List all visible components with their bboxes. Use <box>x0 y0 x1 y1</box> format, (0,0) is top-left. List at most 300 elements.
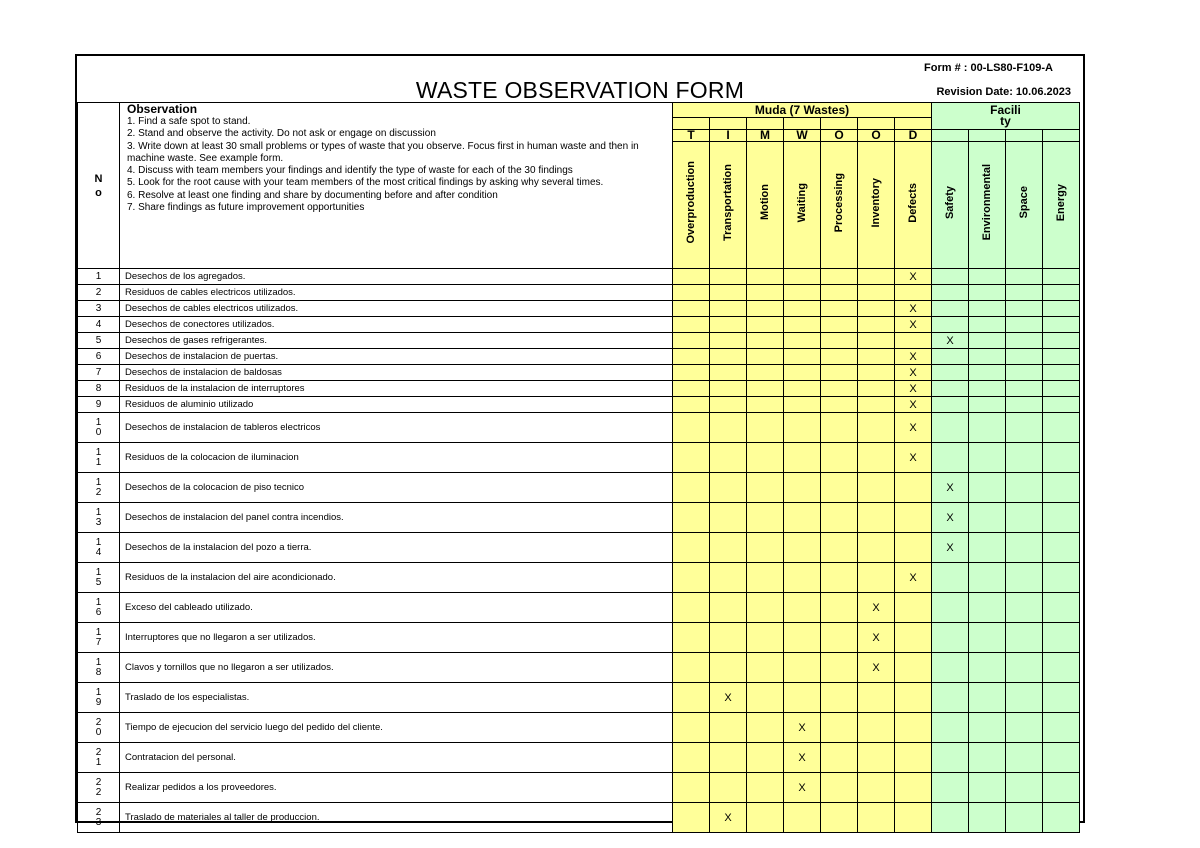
table-row <box>78 623 1080 653</box>
table-row <box>78 683 1080 713</box>
waste-cell <box>969 743 1006 773</box>
waste-cell <box>858 317 895 333</box>
row-number <box>78 773 120 803</box>
waste-cell <box>1006 773 1043 803</box>
row-number-digit: 7 <box>95 636 102 648</box>
table-row <box>78 285 1080 301</box>
observation-step: 6. Resolve at least one finding and share by documenting before and after condition <box>127 189 498 201</box>
waste-cell <box>747 333 784 349</box>
row-description: Desechos de instalacion de tableros electricos <box>120 413 673 443</box>
waste-cell <box>747 653 784 683</box>
muda-spacer <box>747 118 784 130</box>
waste-cell <box>673 333 710 349</box>
waste-cell <box>784 683 821 713</box>
waste-cell <box>784 503 821 533</box>
waste-cell <box>858 773 895 803</box>
row-number <box>78 713 120 743</box>
waste-cell <box>932 713 969 743</box>
waste-cell <box>969 365 1006 381</box>
row-number-digit: 0 <box>95 426 102 438</box>
waste-cell <box>969 413 1006 443</box>
form-title: WASTE OBSERVATION FORM <box>415 77 745 103</box>
waste-cell <box>821 623 858 653</box>
row-number <box>78 473 120 503</box>
waste-cell <box>747 803 784 833</box>
waste-cell <box>932 413 969 443</box>
muda-letter: M <box>747 130 784 142</box>
waste-cell <box>673 285 710 301</box>
waste-cell <box>1006 397 1043 413</box>
waste-cell <box>673 683 710 713</box>
waste-cell <box>673 269 710 285</box>
waste-cell <box>1006 349 1043 365</box>
waste-cell <box>1006 317 1043 333</box>
facility-title-line1: Facili <box>990 103 1021 117</box>
column-header-motion: Motion <box>747 142 784 269</box>
row-number <box>78 563 120 593</box>
table-row <box>78 563 1080 593</box>
facility-spacer <box>969 130 1006 142</box>
column-header-space: Space <box>1006 142 1043 269</box>
waste-cell <box>673 713 710 743</box>
waste-cell <box>1006 473 1043 503</box>
waste-cell <box>784 413 821 443</box>
waste-cell <box>673 773 710 803</box>
table-row <box>78 365 1080 381</box>
table-row <box>78 713 1080 743</box>
waste-cell <box>784 593 821 623</box>
column-header-defects: Defects <box>895 142 932 269</box>
waste-cell <box>932 317 969 333</box>
waste-cell <box>969 349 1006 365</box>
row-description: Traslado de los especialistas. <box>120 683 673 713</box>
muda-letter: T <box>673 130 710 142</box>
table-row <box>78 381 1080 397</box>
waste-cell <box>1043 285 1080 301</box>
waste-cell <box>747 743 784 773</box>
waste-cell <box>895 333 932 349</box>
waste-cell <box>747 381 784 397</box>
waste-cell <box>932 773 969 803</box>
waste-cell: X <box>932 533 969 563</box>
column-header-overproduction: Overproduction <box>673 142 710 269</box>
table-row <box>78 533 1080 563</box>
waste-cell <box>710 381 747 397</box>
waste-cell <box>858 365 895 381</box>
table-row <box>78 333 1080 349</box>
waste-cell <box>821 413 858 443</box>
observation-step: 5. Look for the root cause with your team members of the most critical findings by asking why several times. <box>127 177 604 189</box>
waste-cell <box>932 563 969 593</box>
row-number-digit: 4 <box>95 318 102 330</box>
waste-cell <box>747 285 784 301</box>
waste-cell <box>1043 593 1080 623</box>
row-description: Clavos y tornillos que no llegaron a ser utilizados. <box>120 653 673 683</box>
waste-cell <box>784 397 821 413</box>
row-number-digit: 1 <box>95 626 102 638</box>
column-header-processing: Processing <box>821 142 858 269</box>
waste-cell: X <box>895 365 932 381</box>
table-row <box>78 413 1080 443</box>
row-number-digit: 6 <box>95 350 102 362</box>
row-number <box>78 683 120 713</box>
waste-cell <box>858 381 895 397</box>
waste-cell <box>969 713 1006 743</box>
waste-cell: X <box>858 653 895 683</box>
waste-cell <box>710 593 747 623</box>
row-number <box>78 413 120 443</box>
waste-cell <box>858 533 895 563</box>
row-number-digit: 5 <box>95 576 102 588</box>
row-number-digit: 1 <box>95 656 102 668</box>
waste-cell <box>1043 381 1080 397</box>
waste-cell <box>1006 503 1043 533</box>
waste-cell <box>895 653 932 683</box>
row-number <box>78 333 120 349</box>
row-number <box>78 803 120 833</box>
muda-letter: O <box>821 130 858 142</box>
waste-cell <box>747 269 784 285</box>
waste-cell <box>1006 563 1043 593</box>
waste-cell <box>673 413 710 443</box>
row-number-digit: 3 <box>95 302 102 314</box>
waste-cell <box>895 713 932 743</box>
waste-cell <box>1043 443 1080 473</box>
row-number <box>78 443 120 473</box>
waste-cell: X <box>932 473 969 503</box>
waste-cell <box>747 349 784 365</box>
table-row <box>78 473 1080 503</box>
waste-cell <box>969 773 1006 803</box>
row-number <box>78 503 120 533</box>
row-number-digit: 1 <box>95 456 102 468</box>
column-header-energy: Energy <box>1043 142 1080 269</box>
waste-cell <box>710 413 747 443</box>
row-description: Residuos de la instalacion de interruptores <box>120 381 673 397</box>
waste-cell <box>969 381 1006 397</box>
waste-cell <box>747 317 784 333</box>
waste-cell: X <box>895 349 932 365</box>
observation-step: 4. Discuss with team members your findings and identify the type of waste for each of the 30 findings <box>127 165 573 177</box>
observation-title: Observation <box>127 102 198 116</box>
waste-cell <box>1006 743 1043 773</box>
waste-cell: X <box>895 269 932 285</box>
row-number-digit: 1 <box>95 270 102 282</box>
row-number <box>78 381 120 397</box>
row-number <box>78 623 120 653</box>
waste-cell <box>673 803 710 833</box>
waste-cell <box>710 773 747 803</box>
row-number-digit: 9 <box>95 398 102 410</box>
waste-cell <box>784 533 821 563</box>
waste-cell <box>1006 333 1043 349</box>
waste-cell <box>969 533 1006 563</box>
waste-cell <box>747 623 784 653</box>
waste-cell <box>1043 713 1080 743</box>
waste-cell <box>969 503 1006 533</box>
row-description: Residuos de la instalacion del aire acondicionado. <box>120 563 673 593</box>
row-number-digit: 9 <box>95 696 102 708</box>
waste-cell <box>858 333 895 349</box>
waste-cell <box>858 473 895 503</box>
waste-cell <box>895 623 932 653</box>
waste-cell <box>1043 397 1080 413</box>
row-number <box>78 653 120 683</box>
row-description: Residuos de aluminio utilizado <box>120 397 673 413</box>
facility-spacer <box>932 130 969 142</box>
waste-cell <box>747 503 784 533</box>
muda-spacer <box>895 118 932 130</box>
waste-cell <box>858 503 895 533</box>
waste-cell <box>858 743 895 773</box>
waste-cell <box>784 473 821 503</box>
waste-cell <box>784 317 821 333</box>
waste-cell <box>1006 803 1043 833</box>
waste-cell: X <box>784 713 821 743</box>
row-description: Desechos de gases refrigerantes. <box>120 333 673 349</box>
waste-cell <box>821 301 858 317</box>
waste-cell <box>784 563 821 593</box>
waste-cell <box>1006 593 1043 623</box>
waste-cell <box>1006 301 1043 317</box>
waste-cell <box>895 503 932 533</box>
waste-cell <box>710 443 747 473</box>
column-header-safety: Safety <box>932 142 969 269</box>
waste-cell <box>747 473 784 503</box>
waste-cell <box>673 503 710 533</box>
muda-letter: D <box>895 130 932 142</box>
waste-cell <box>710 563 747 593</box>
waste-cell <box>821 349 858 365</box>
row-number-digit: 1 <box>95 506 102 518</box>
waste-cell <box>710 333 747 349</box>
muda-letter: W <box>784 130 821 142</box>
row-number <box>78 593 120 623</box>
waste-cell <box>969 803 1006 833</box>
waste-cell <box>821 743 858 773</box>
row-number-digit: 1 <box>95 416 102 428</box>
row-number <box>78 301 120 317</box>
waste-cell <box>784 365 821 381</box>
form-header <box>77 56 1083 102</box>
waste-cell <box>784 653 821 683</box>
row-number <box>78 269 120 285</box>
row-number-digit: 1 <box>95 476 102 488</box>
row-number <box>78 349 120 365</box>
waste-cell <box>969 593 1006 623</box>
waste-cell <box>1043 683 1080 713</box>
waste-cell: X <box>895 301 932 317</box>
row-number-digit: 1 <box>95 446 102 458</box>
row-number-digit: 2 <box>95 286 102 298</box>
waste-cell: X <box>895 563 932 593</box>
table-row <box>78 301 1080 317</box>
waste-cell <box>1043 533 1080 563</box>
waste-cell <box>747 365 784 381</box>
row-number-digit: 8 <box>95 382 102 394</box>
row-number-digit: 2 <box>95 786 102 798</box>
waste-cell <box>932 269 969 285</box>
waste-cell <box>932 301 969 317</box>
waste-cell <box>1043 349 1080 365</box>
table-row <box>78 397 1080 413</box>
waste-cell: X <box>895 443 932 473</box>
observation-step: 7. Share findings as future improvement opportunities <box>127 202 365 214</box>
waste-cell <box>969 683 1006 713</box>
muda-group-header: Muda (7 Wastes) <box>673 103 932 118</box>
waste-cell <box>1043 653 1080 683</box>
waste-cell <box>710 301 747 317</box>
row-number-digit: 2 <box>95 716 102 728</box>
waste-cell <box>858 301 895 317</box>
waste-cell <box>1043 413 1080 443</box>
muda-letter: I <box>710 130 747 142</box>
muda-spacer <box>710 118 747 130</box>
row-number <box>78 533 120 563</box>
column-header-transportation: Transportation <box>710 142 747 269</box>
row-number-digit: 4 <box>95 546 102 558</box>
waste-cell <box>858 397 895 413</box>
waste-cell <box>1043 623 1080 653</box>
waste-cell <box>747 413 784 443</box>
waste-cell <box>1043 773 1080 803</box>
form-number: Form # : 00-LS80-F109-A <box>924 62 1053 74</box>
waste-cell <box>710 653 747 683</box>
waste-cell <box>821 803 858 833</box>
row-description: Interruptores que no llegaron a ser utilizados. <box>120 623 673 653</box>
facility-group-header <box>932 103 1080 130</box>
waste-cell <box>673 563 710 593</box>
waste-cell <box>1043 333 1080 349</box>
waste-cell <box>710 533 747 563</box>
waste-cell: X <box>895 381 932 397</box>
waste-cell <box>747 533 784 563</box>
waste-cell <box>784 623 821 653</box>
waste-cell <box>821 593 858 623</box>
waste-cell <box>932 365 969 381</box>
waste-cell <box>821 773 858 803</box>
waste-cell: X <box>858 623 895 653</box>
facility-title-line2: ty <box>1000 114 1011 128</box>
waste-cell <box>858 269 895 285</box>
waste-cell <box>673 473 710 503</box>
table-row <box>78 443 1080 473</box>
waste-cell <box>784 285 821 301</box>
waste-cell <box>821 563 858 593</box>
row-number-digit: 1 <box>95 536 102 548</box>
waste-cell <box>932 623 969 653</box>
observation-step: 1. Find a safe spot to stand. <box>127 116 251 127</box>
waste-cell <box>673 365 710 381</box>
waste-cell <box>784 381 821 397</box>
waste-cell <box>932 803 969 833</box>
waste-cell <box>747 443 784 473</box>
row-description: Residuos de la colocacion de iluminacion <box>120 443 673 473</box>
waste-cell <box>969 317 1006 333</box>
row-description: Desechos de instalacion del panel contra incendios. <box>120 503 673 533</box>
number-header-n: N <box>94 172 103 185</box>
row-number-digit: 2 <box>95 486 102 498</box>
row-description: Desechos de instalacion de puertas. <box>120 349 673 365</box>
row-number <box>78 317 120 333</box>
waste-cell <box>673 443 710 473</box>
waste-cell: X <box>710 683 747 713</box>
waste-cell <box>858 349 895 365</box>
waste-cell <box>710 285 747 301</box>
waste-cell: X <box>710 803 747 833</box>
waste-cell <box>1043 365 1080 381</box>
waste-cell <box>673 653 710 683</box>
row-number-digit: 2 <box>95 806 102 818</box>
observation-step: 3. Write down at least 30 small problems or types of waste that you observe. Focus first in human waste and then in machine waste. See example form. <box>127 140 639 164</box>
waste-cell <box>784 803 821 833</box>
waste-cell <box>710 473 747 503</box>
row-description: Desechos de la colocacion de piso tecnico <box>120 473 673 503</box>
waste-cell <box>858 443 895 473</box>
waste-cell <box>895 803 932 833</box>
row-number-digit: 7 <box>95 366 102 378</box>
waste-cell <box>1043 269 1080 285</box>
waste-cell <box>821 269 858 285</box>
waste-cell <box>821 333 858 349</box>
table-row <box>78 803 1080 833</box>
waste-cell <box>969 301 1006 317</box>
waste-cell <box>932 349 969 365</box>
waste-cell <box>858 683 895 713</box>
row-number-digit: 0 <box>95 726 102 738</box>
row-description: Desechos de la instalacion del pozo a tierra. <box>120 533 673 563</box>
row-number-digit: 3 <box>95 516 102 528</box>
waste-cell <box>932 743 969 773</box>
waste-cell: X <box>895 397 932 413</box>
waste-cell <box>673 381 710 397</box>
waste-cell <box>969 563 1006 593</box>
waste-cell <box>1006 623 1043 653</box>
waste-cell <box>673 301 710 317</box>
waste-cell <box>821 713 858 743</box>
waste-cell <box>895 683 932 713</box>
muda-spacer <box>821 118 858 130</box>
row-number <box>78 285 120 301</box>
row-number-digit: 6 <box>95 606 102 618</box>
waste-cell <box>1006 381 1043 397</box>
table-row <box>78 773 1080 803</box>
table-row <box>78 349 1080 365</box>
waste-cell <box>932 683 969 713</box>
waste-cell <box>673 743 710 773</box>
waste-cell <box>1006 285 1043 301</box>
waste-cell <box>821 285 858 301</box>
waste-cell <box>858 713 895 743</box>
waste-cell <box>969 623 1006 653</box>
waste-cell <box>895 473 932 503</box>
waste-cell <box>821 503 858 533</box>
muda-letter: O <box>858 130 895 142</box>
waste-cell <box>895 773 932 803</box>
waste-cell <box>821 473 858 503</box>
row-description: Tiempo de ejecucion del servicio luego del pedido del cliente. <box>120 713 673 743</box>
waste-cell <box>710 349 747 365</box>
waste-cell <box>1006 713 1043 743</box>
waste-cell <box>969 333 1006 349</box>
waste-cell: X <box>932 333 969 349</box>
muda-spacer <box>784 118 821 130</box>
waste-cell <box>747 713 784 743</box>
waste-cell <box>858 285 895 301</box>
row-description: Residuos de cables electricos utilizados. <box>120 285 673 301</box>
row-number <box>78 743 120 773</box>
waste-cell <box>1043 803 1080 833</box>
